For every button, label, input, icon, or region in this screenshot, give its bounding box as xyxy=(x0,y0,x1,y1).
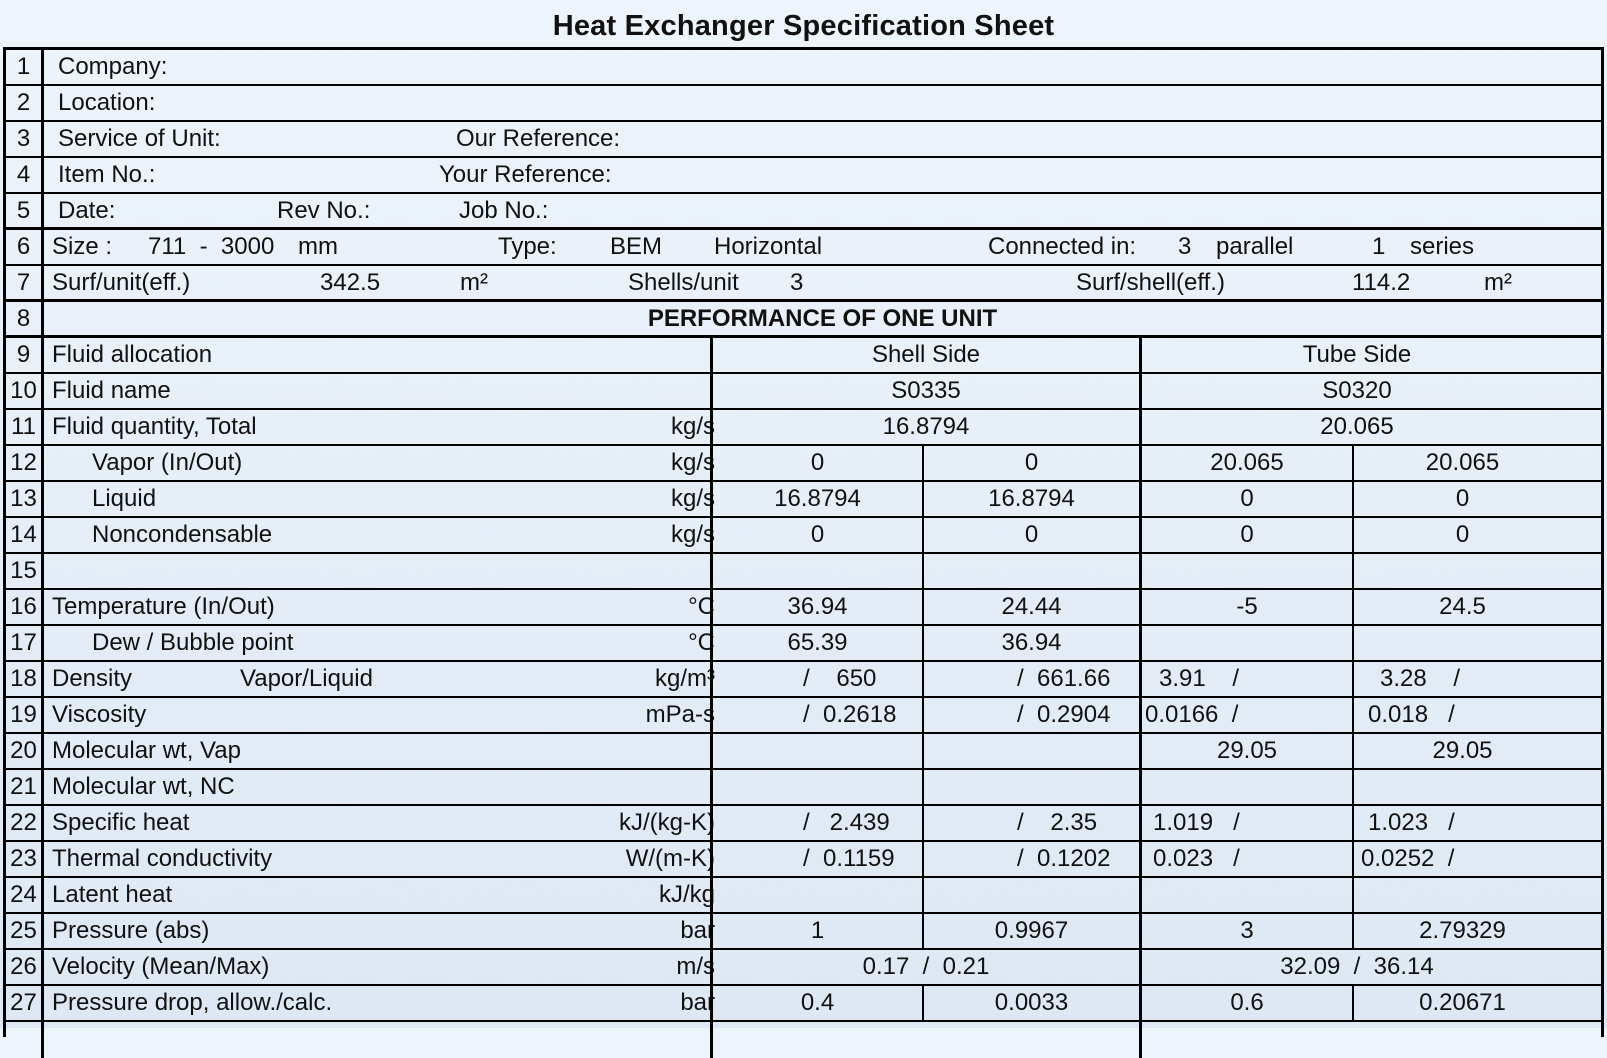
surf-shell-value: 114.2 xyxy=(1352,269,1411,296)
shell-fluid-quantity: 16.8794 xyxy=(882,413,970,440)
item-no-label: Item No.: xyxy=(58,161,156,188)
velocity-unit: m/s xyxy=(676,953,715,980)
row-density xyxy=(6,662,1601,698)
shell-side-header: Shell Side xyxy=(871,341,981,368)
row-company xyxy=(6,50,1601,86)
tube-side-header: Tube Side xyxy=(1302,341,1412,368)
row-velocity xyxy=(6,950,1601,986)
row-number: 13 xyxy=(6,482,44,516)
tube-out-value: 0.20671 xyxy=(1419,989,1506,1016)
job-no-label: Job No.: xyxy=(459,197,549,224)
specific-heat-label: Specific heat xyxy=(52,809,190,836)
orientation-value: Horizontal xyxy=(714,233,823,260)
divider xyxy=(1139,1022,1142,1058)
row-unit: kg/s xyxy=(670,449,715,476)
row-fluid-name xyxy=(6,374,1601,410)
shell-out-value: / 0.1202 xyxy=(1017,845,1111,872)
row-number: 14 xyxy=(6,518,44,552)
surf-unit-value: 342.5 xyxy=(320,269,381,296)
row-partial xyxy=(6,1022,1601,1058)
divider xyxy=(710,698,713,732)
your-reference-label: Your Reference: xyxy=(439,161,612,188)
location-label: Location: xyxy=(58,89,156,116)
parallel-label: parallel xyxy=(1216,233,1294,260)
row-molecular-vap xyxy=(6,734,1601,770)
tube-out-value: 0.018 / xyxy=(1368,701,1455,728)
row-service xyxy=(6,122,1601,158)
row-number: 22 xyxy=(6,806,44,840)
series-label: series xyxy=(1410,233,1475,260)
row-surface xyxy=(6,266,1601,302)
surf-unit-unit: m² xyxy=(460,269,488,296)
divider xyxy=(710,842,713,876)
shell-out-value: 24.44 xyxy=(1001,593,1062,620)
specific-heat-unit: kJ/(kg-K) xyxy=(619,809,715,836)
row-unit: kg/s xyxy=(670,521,715,548)
row-location xyxy=(6,86,1601,122)
divider xyxy=(1139,770,1142,804)
row-number: 7 xyxy=(6,266,44,299)
velocity-label: Velocity (Mean/Max) xyxy=(52,953,270,980)
tube-in-value: 0 xyxy=(1240,485,1254,512)
tube-out-value: 24.5 xyxy=(1439,593,1486,620)
divider xyxy=(922,878,924,912)
pressure-label: Pressure (abs) xyxy=(52,917,210,944)
divider xyxy=(922,806,924,840)
row-unit: °C xyxy=(688,593,715,620)
tube-in-value: 29.05 xyxy=(1216,737,1278,764)
divider xyxy=(710,878,713,912)
row-label: Noncondensable xyxy=(92,521,273,548)
tube-out-value: 0.0252 / xyxy=(1361,845,1455,872)
row-fluid-quantity xyxy=(6,410,1601,446)
tube-in-value: 0.6 xyxy=(1230,989,1264,1016)
divider xyxy=(1352,554,1354,588)
viscosity-unit: mPa-s xyxy=(645,701,715,728)
row-number: 4 xyxy=(6,158,44,192)
sheet-title: Heat Exchanger Specification Sheet xyxy=(552,10,1055,42)
shell-in-value: / 0.2618 xyxy=(803,701,897,728)
shell-in-value: / 0.1159 xyxy=(803,845,895,872)
row-pressure xyxy=(6,914,1601,950)
rev-no-label: Rev No.: xyxy=(277,197,371,224)
row-number: 11 xyxy=(6,410,44,444)
row-label: Dew / Bubble point xyxy=(92,629,294,656)
shell-out-value: 0.0033 xyxy=(994,989,1069,1016)
mol-vap-label: Molecular wt, Vap xyxy=(52,737,241,764)
density-sublabel: Vapor/Liquid xyxy=(240,665,373,692)
row-number xyxy=(6,1022,44,1058)
tube-out-value: 2.79329 xyxy=(1419,917,1506,944)
tube-in-value: 3.91 / xyxy=(1159,665,1240,692)
density-unit: kg/m³ xyxy=(655,665,715,692)
shells-value: 3 xyxy=(790,269,804,296)
shell-in-value: / 650 xyxy=(803,665,877,692)
divider xyxy=(922,842,924,876)
row-date xyxy=(6,194,1601,230)
row-number: 15 xyxy=(6,554,44,588)
row-number: 20 xyxy=(6,734,44,768)
row-number: 18 xyxy=(6,662,44,696)
shell-out-value: / 661.66 xyxy=(1017,665,1111,692)
row-size xyxy=(6,230,1601,266)
row-latent-heat xyxy=(6,878,1601,914)
tube-fluid-name: S0320 xyxy=(1322,377,1392,404)
row-number: 1 xyxy=(6,50,44,84)
row-number: 25 xyxy=(6,914,44,948)
row-number: 24 xyxy=(6,878,44,912)
row-number: 21 xyxy=(6,770,44,804)
divider xyxy=(1352,806,1354,840)
connected-label: Connected in: xyxy=(988,233,1137,260)
divider xyxy=(922,770,924,804)
divider xyxy=(922,698,924,732)
performance-header: PERFORMANCE OF ONE UNIT xyxy=(647,305,998,332)
divider xyxy=(710,1022,713,1058)
divider xyxy=(922,554,924,588)
row-temperature xyxy=(6,590,1601,626)
shell-in-value: 36.94 xyxy=(787,593,848,620)
type-label: Type: xyxy=(498,233,557,260)
row-vapor xyxy=(6,446,1601,482)
divider xyxy=(1352,698,1354,732)
row-number: 8 xyxy=(6,302,44,335)
tube-out-value: 1.023 / xyxy=(1368,809,1455,836)
row-number: 9 xyxy=(6,338,44,372)
size-value: 711 - 3000 xyxy=(148,233,275,260)
divider xyxy=(1139,878,1142,912)
tube-out-value: 0 xyxy=(1455,485,1470,512)
row-molecular-nc xyxy=(6,770,1601,806)
row-number: 27 xyxy=(6,986,44,1020)
shell-fluid-name: S0335 xyxy=(891,377,961,404)
shell-out-value: 0.9967 xyxy=(994,917,1069,944)
divider xyxy=(1139,806,1142,840)
parallel-count: 3 xyxy=(1178,233,1192,260)
tube-out-value: 0 xyxy=(1455,521,1470,548)
divider xyxy=(710,770,713,804)
size-label: Size : xyxy=(52,233,113,260)
shell-in-value: 0 xyxy=(810,521,825,548)
pressure-unit: bar xyxy=(680,917,715,944)
latent-heat-label: Latent heat xyxy=(52,881,173,908)
shell-in-value: 1 xyxy=(810,917,825,944)
row-number: 12 xyxy=(6,446,44,480)
divider xyxy=(1352,842,1354,876)
tube-in-value: 0.0166 / xyxy=(1145,701,1239,728)
viscosity-label: Viscosity xyxy=(52,701,147,728)
divider xyxy=(1139,662,1142,696)
divider xyxy=(1139,698,1142,732)
type-value: BEM xyxy=(610,233,663,260)
shell-in-value: 16.8794 xyxy=(774,485,861,512)
latent-heat-unit: kJ/kg xyxy=(658,881,715,908)
divider xyxy=(1352,662,1354,696)
tube-in-value: 0 xyxy=(1240,521,1254,548)
row-item xyxy=(6,158,1601,194)
spec-sheet-table xyxy=(3,47,1604,1037)
shell-out-value: / 0.2904 xyxy=(1017,701,1111,728)
tube-fluid-quantity: 20.065 xyxy=(1320,413,1394,440)
density-label: Density xyxy=(52,665,133,692)
shell-out-value: 36.94 xyxy=(1001,629,1062,656)
row-number: 2 xyxy=(6,86,44,120)
pressure-drop-label: Pressure drop, allow./calc. xyxy=(52,989,333,1016)
row-label: Liquid xyxy=(92,485,157,512)
mol-nc-label: Molecular wt, NC xyxy=(52,773,235,800)
row-dew-bubble xyxy=(6,626,1601,662)
fluid-quantity-unit: kg/s xyxy=(670,413,715,440)
surf-shell-unit: m² xyxy=(1484,269,1512,296)
shell-in-value: 0.4 xyxy=(800,989,835,1016)
row-specific-heat xyxy=(6,806,1601,842)
row-viscosity xyxy=(6,698,1601,734)
tube-in-value: 3 xyxy=(1240,917,1254,944)
tube-in-value: 20.065 xyxy=(1210,449,1284,476)
divider xyxy=(1139,626,1142,660)
shells-label: Shells/unit xyxy=(628,269,739,296)
row-performance-header xyxy=(6,302,1601,338)
row-pressure-drop xyxy=(6,986,1601,1022)
row-number: 19 xyxy=(6,698,44,732)
tube-out-value: 3.28 / xyxy=(1380,665,1461,692)
shell-out-value: 0 xyxy=(1024,521,1039,548)
series-count: 1 xyxy=(1372,233,1386,260)
service-label: Service of Unit: xyxy=(58,125,221,152)
row-label: Vapor (In/Out) xyxy=(92,449,243,476)
thermal-cond-unit: W/(m-K) xyxy=(625,845,715,872)
divider xyxy=(922,662,924,696)
tube-in-value: 1.019 / xyxy=(1153,809,1240,836)
divider xyxy=(710,734,713,768)
surf-shell-label: Surf/shell(eff.) xyxy=(1076,269,1225,296)
shell-out-value: 0 xyxy=(1024,449,1039,476)
tube-out-value: 29.05 xyxy=(1432,737,1493,764)
surf-unit-label: Surf/unit(eff.) xyxy=(52,269,191,296)
shell-out-value: 16.8794 xyxy=(988,485,1075,512)
row-number: 3 xyxy=(6,122,44,156)
divider xyxy=(1139,842,1142,876)
divider xyxy=(1352,770,1354,804)
pressure-drop-unit: bar xyxy=(680,989,715,1016)
row-liquid xyxy=(6,482,1601,518)
row-number: 23 xyxy=(6,842,44,876)
row-unit: kg/s xyxy=(670,485,715,512)
fluid-allocation-label: Fluid allocation xyxy=(52,341,213,368)
row-label: Temperature (In/Out) xyxy=(52,593,275,620)
thermal-cond-label: Thermal conductivity xyxy=(52,845,273,872)
company-label: Company: xyxy=(58,53,168,80)
divider xyxy=(1139,554,1142,588)
tube-in-value: 0.023 / xyxy=(1153,845,1240,872)
row-thermal-conductivity xyxy=(6,842,1601,878)
fluid-name-label: Fluid name xyxy=(52,377,171,404)
shell-out-value: / 2.35 xyxy=(1017,809,1098,836)
date-label: Date: xyxy=(58,197,116,224)
tube-in-value: -5 xyxy=(1236,593,1258,620)
divider xyxy=(1352,878,1354,912)
row-fluid-allocation xyxy=(6,338,1601,374)
row-number: 26 xyxy=(6,950,44,984)
row-blank xyxy=(6,554,1601,590)
shell-in-value: / 2.439 xyxy=(803,809,890,836)
shell-in-value: 0 xyxy=(810,449,825,476)
tube-out-value: 20.065 xyxy=(1425,449,1500,476)
fluid-quantity-label: Fluid quantity, Total xyxy=(52,413,257,440)
row-number: 6 xyxy=(6,230,44,264)
divider xyxy=(922,734,924,768)
row-noncondensable xyxy=(6,518,1601,554)
our-reference-label: Our Reference: xyxy=(456,125,621,152)
divider xyxy=(710,554,713,588)
divider xyxy=(1352,626,1354,660)
divider xyxy=(710,806,713,840)
row-number: 5 xyxy=(6,194,44,227)
row-number: 16 xyxy=(6,590,44,624)
row-unit: °C xyxy=(688,629,715,656)
divider xyxy=(710,662,713,696)
shell-in-value: 65.39 xyxy=(787,629,848,656)
shell-velocity: 0.17 / 0.21 xyxy=(862,953,990,980)
row-number: 10 xyxy=(6,374,44,408)
row-number: 17 xyxy=(6,626,44,660)
size-unit: mm xyxy=(298,233,338,260)
tube-velocity: 32.09 / 36.14 xyxy=(1280,953,1434,980)
